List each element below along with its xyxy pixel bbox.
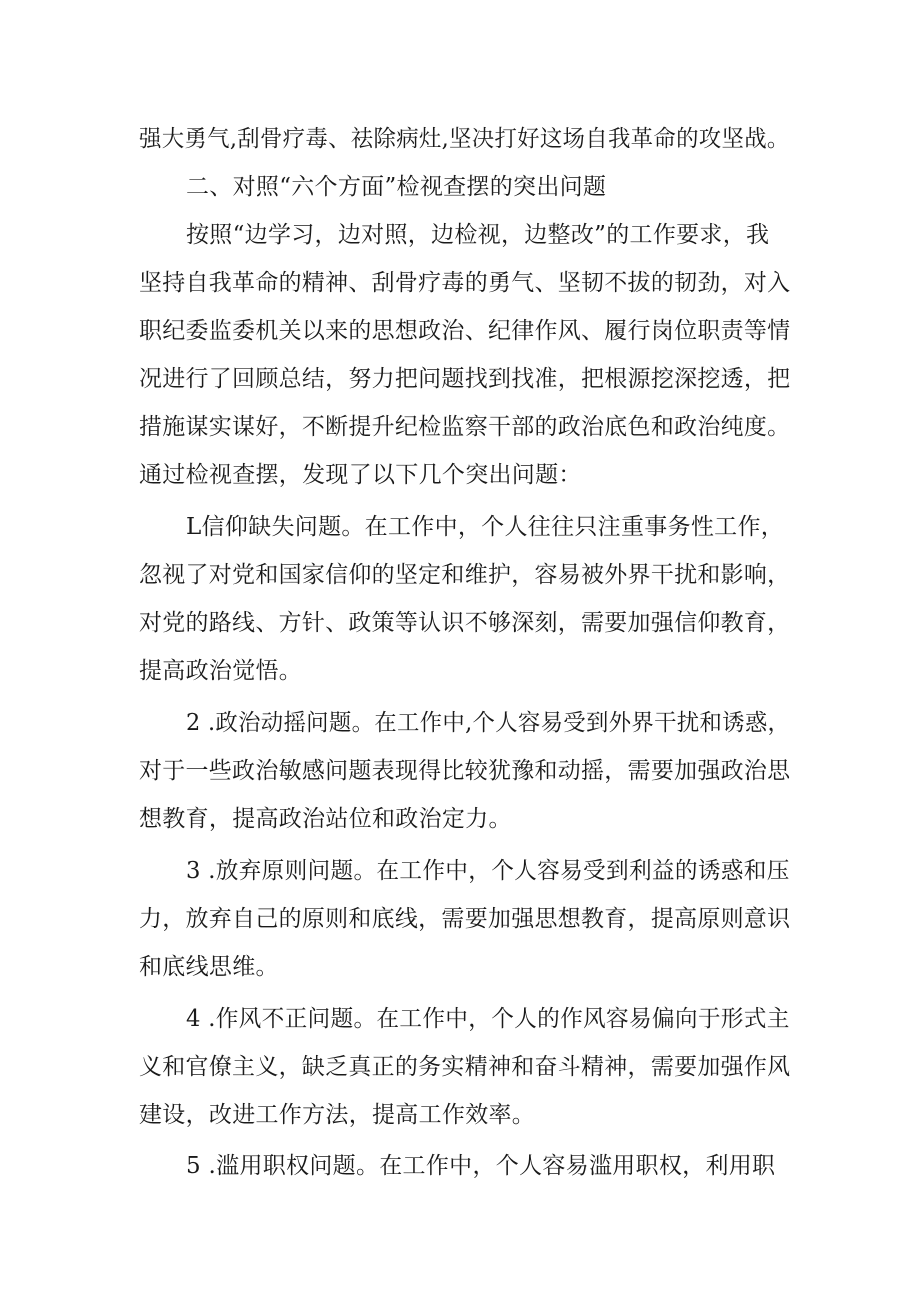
list-item-5: 5 .滥用职权问题。在工作中，个人容易滥用职权，利用职 (186, 1153, 776, 1179)
text-line: 提高政治觉悟。 (139, 658, 303, 684)
text-line: 通过检视查摆，发现了以下几个突出问题： (139, 462, 582, 488)
section-heading: 二、对照“六个方面”检视查摆的突出问题 (186, 174, 607, 200)
text-line: 义和官僚主义，缺乏真正的务实精神和奋斗精神，需要加强作风 (139, 1054, 791, 1080)
text-line: 想教育，提高政治站位和政治定力。 (139, 806, 512, 832)
list-item-2: 2 .政治动摇问题。在工作中,个人容易受到外界干扰和诱惑， (186, 710, 791, 736)
text-line: 强大勇气,刮骨疗毒、祛除病灶,坚决打好这场自我革命的攻坚战。 (139, 126, 790, 152)
text-line: 况进行了回顾总结，努力把问题找到找准，把根源挖深挖透，把 (139, 366, 791, 392)
list-item-3: 3 .放弃原则问题。在工作中，个人容易受到利益的诱惑和压 (186, 858, 790, 884)
text-line: 坚持自我革命的精神、刮骨疗毒的勇气、坚韧不拔的韧劲，对入 (139, 270, 791, 296)
text-line: 对于一些政治敏感问题表现得比较犹豫和动摇，需要加强政治思 (139, 758, 791, 784)
text-line: 和底线思维。 (139, 954, 279, 980)
list-item-1: L信仰缺失问题。在工作中，个人往往只注重事务性工作， (186, 514, 785, 540)
list-item-4: 4 .作风不正问题。在工作中，个人的作风容易偏向于形式主 (186, 1006, 790, 1032)
text-line: 职纪委监委机关以来的思想政治、纪律作风、履行岗位职责等情 (139, 318, 791, 344)
text-line: 措施谋实谋好，不断提升纪检监察干部的政治底色和政治纯度。 (139, 414, 791, 440)
text-line: 按照“边学习，边对照，边检视，边整改”的工作要求，我 (186, 222, 770, 248)
text-line: 建设，改进工作方法，提高工作效率。 (139, 1102, 536, 1128)
text-line: 力，放弃自己的原则和底线，需要加强思想教育，提高原则意识 (139, 906, 791, 932)
text-line: 对党的路线、方针、政策等认识不够深刻，需要加强信仰教育， (139, 610, 791, 636)
text-line: 忽视了对党和国家信仰的坚定和维护，容易被外界干扰和影响， (139, 562, 791, 588)
